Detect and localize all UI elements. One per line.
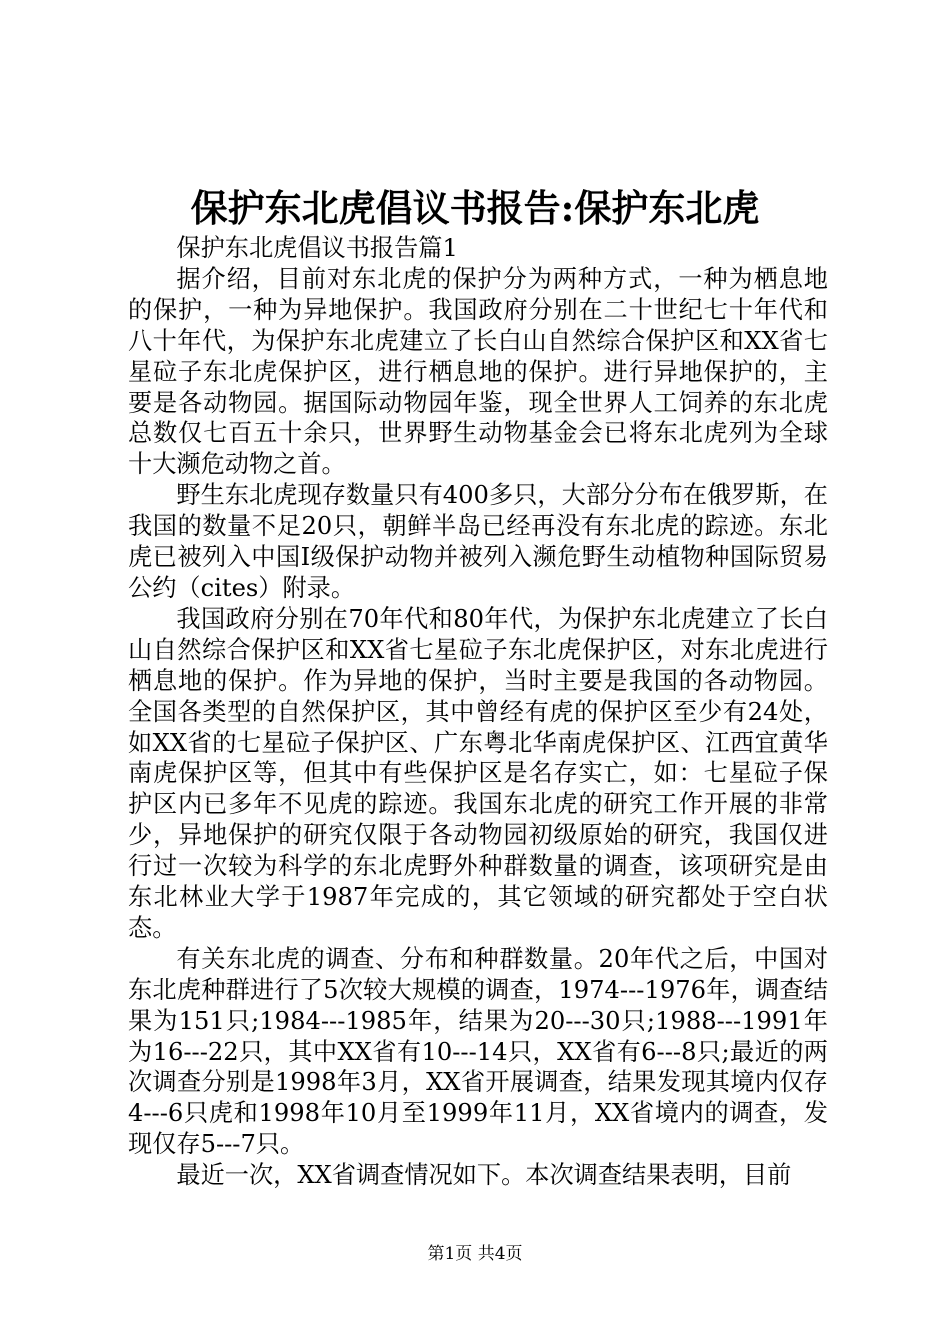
section-heading: 保护东北虎倡议书报告篇1 xyxy=(176,234,458,262)
paragraph-3: 我国政府分别在70年代和80年代，为保护东北虎建立了长白山自然综合保护区和XX省七星砬子东北虎保护区，对东北虎进行栖息地的保护。作为异地的保护，当时主要是我国的各动物园。全国各类型的自然保护区，其中曾经有虎的保护区至少有24处，如XX省的七星砬子保护区、广东粤北华南虎保护区、江西宜黄华南虎保护区等，但其中有些保护区是名存实亡，如：七星砬子保护区内已多年不见虎的踪迹。我国东北虎的研究工作开展的非常少，异地保护的研究仅限于各动物园初级原始的研究，我国仅进行过一次较为科学的东北虎野外种群数量的调查，该项研究是由东北林业大学于1987年完成的，其它领域的研究都处于空白状态。 xyxy=(128,604,828,942)
document-body xyxy=(128,233,828,1191)
paragraph-5: 最近一次，XX省调查情况如下。本次调查结果表明，目前 xyxy=(176,1161,792,1190)
paragraph-1: 据介绍，目前对东北虎的保护分为两种方式，一种为栖息地的保护，一种为异地保护。我国政府分别在二十世纪七十年代和八十年代，为保护东北虎建立了长白山自然综合保护区和XX省七星砬子东北虎保护区，进行栖息地的保护。进行异地保护的，主要是各动物园。据国际动物园年鉴，现全世界人工饲养的东北虎总数仅七百五十余只，世界野生动物基金会已将东北虎列为全球十大濒危动物之首。 xyxy=(128,264,828,479)
paragraph-2: 野生东北虎现存数量只有400多只，大部分分布在俄罗斯，在我国的数量不足20只，朝鲜半岛已经再没有东北虎的踪迹。东北虎已被列入中国Ⅰ级保护动物并被列入濒危野生动植物种国际贸易公约（cites）附录。 xyxy=(128,481,828,602)
paragraph-4: 有关东北虎的调查、分布和种群数量。20年代之后，中国对东北虎种群进行了5次较大规模的调查，1974---1976年，调查结果为151只;1984---1985年，结果为20---30只;1988---1991年为16---22只，其中XX省有10---14只，XX省有6---8只;最近的两次调查分别是1998年3月，XX省开展调查，结果发现其境内仅存4---6只虎和1998年10月至1999年11月，XX省境内的调查，发现仅存5---7只。 xyxy=(128,944,828,1159)
document-title: 保护东北虎倡议书报告:保护东北虎 xyxy=(190,186,760,230)
page-number-footer: 第1页 共4页 xyxy=(427,1244,523,1264)
